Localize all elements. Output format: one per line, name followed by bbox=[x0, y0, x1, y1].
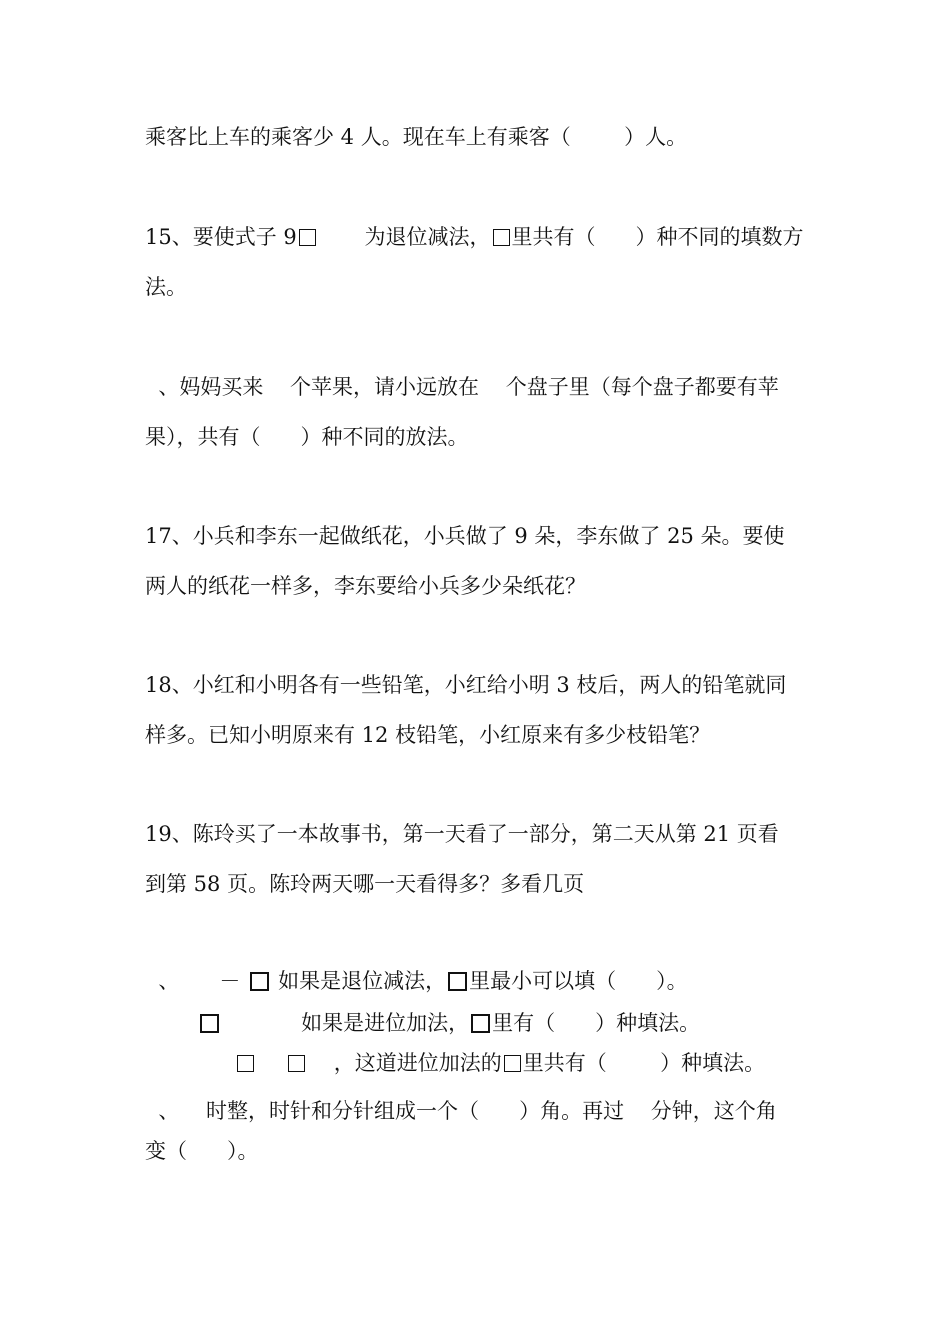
q15-part-a: 15、要使式子 9 bbox=[145, 225, 297, 249]
text-line-14-end: 乘客比上车的乘客少 4 人。现在车上有乘客（ ）人。 bbox=[145, 125, 688, 149]
question-16-line2: 果），共有（ ）种不同的放法。 bbox=[145, 425, 469, 449]
q20-part-b: 如果是退位减法， bbox=[271, 969, 447, 993]
blank-box-icon bbox=[493, 229, 510, 246]
q20-line3-part-c: 里共有（ ）种填法。 bbox=[522, 1051, 766, 1075]
question-18-line1: 18、小红和小明各有一些铅笔，小红给小明 3 枝后，两人的铅笔就同 bbox=[145, 673, 787, 697]
q20-line2-part-b: 里有（ ）种填法。 bbox=[492, 1011, 701, 1035]
q20-part-c: 里最小可以填（ ）。 bbox=[469, 969, 688, 993]
blank-box-icon bbox=[299, 229, 316, 246]
blank-box-icon bbox=[250, 972, 269, 991]
question-19-line1: 19、陈玲买了一本故事书，第一天看了一部分，第二天从第 21 页看 bbox=[145, 822, 779, 846]
q20-part-a: 、 － bbox=[145, 969, 241, 993]
q20-line3-part-b: ，这道进位加法的 bbox=[307, 1051, 502, 1075]
blank-box-icon bbox=[237, 1055, 254, 1072]
question-21-line1: 、 时整，时针和分针组成一个（ ）角。再过 分钟，这个角 bbox=[145, 1099, 777, 1123]
question-17-line1: 17、小兵和李东一起做纸花，小兵做了 9 朵，李东做了 25 朵。要使 bbox=[145, 524, 785, 548]
question-15-line1 bbox=[145, 224, 804, 250]
blank-box-icon bbox=[288, 1055, 305, 1072]
question-20-line3 bbox=[235, 1050, 765, 1076]
question-21-line2: 变（ ）。 bbox=[145, 1139, 259, 1163]
question-19-line2: 到第 58 页。陈玲两天哪一天看得多？多看几页 bbox=[145, 872, 585, 896]
blank-box-icon bbox=[448, 972, 467, 991]
question-16-line1: 、妈妈买来 个苹果，请小远放在 个盘子里（每个盘子都要有苹 bbox=[145, 375, 779, 399]
q15-part-b: 为退位减法， bbox=[317, 225, 491, 249]
question-15-line2: 法。 bbox=[145, 275, 187, 299]
question-17-line2: 两人的纸花一样多，李东要给小兵多少朵纸花？ bbox=[145, 574, 586, 598]
question-20-line2 bbox=[198, 1010, 700, 1036]
q15-part-c: 里共有（ ）种不同的填数方 bbox=[511, 225, 804, 249]
blank-box-icon bbox=[471, 1014, 490, 1033]
blank-box-icon bbox=[504, 1055, 521, 1072]
q20-line2-part-a: 如果是进位加法， bbox=[221, 1011, 470, 1035]
blank-box-icon bbox=[200, 1014, 219, 1033]
question-18-line2: 样多。已知小明原来有 12 枝铅笔，小红原来有多少枝铅笔？ bbox=[145, 723, 711, 747]
question-20-line1 bbox=[145, 968, 688, 994]
